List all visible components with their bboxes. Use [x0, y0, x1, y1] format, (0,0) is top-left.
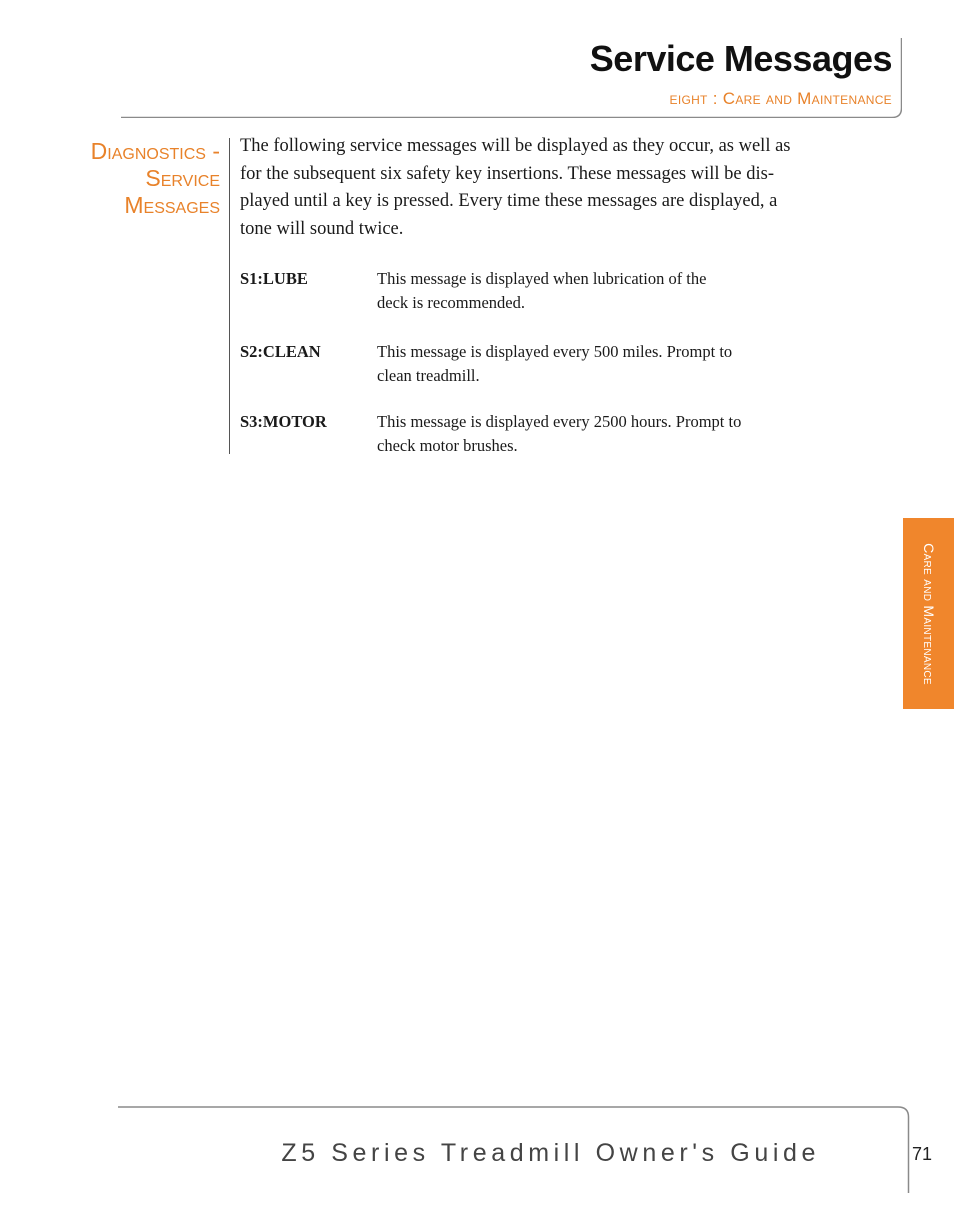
message-description-line: check motor brushes. — [377, 436, 518, 455]
message-description-line: This message is displayed when lubrication of the — [377, 269, 707, 288]
footer-guide-title: Z5 Series Treadmill Owner's Guide — [281, 1139, 820, 1167]
message-description-line: deck is recommended. — [377, 293, 525, 312]
intro-line: for the subsequent six safety key insertions. These messages will be dis- — [240, 163, 774, 184]
section-heading — [40, 138, 220, 219]
intro-line: tone will sound twice. — [240, 218, 404, 239]
section-heading-line: Service — [145, 165, 220, 191]
section-heading-line: Messages — [124, 192, 220, 218]
message-code: S1:LUBE — [240, 269, 308, 288]
message-code: S3:MOTOR — [240, 412, 327, 431]
intro-paragraph — [240, 133, 870, 243]
page-title: Service Messages — [589, 38, 892, 79]
intro-line: played until a key is pressed. Every time these messages are displayed, a — [240, 191, 778, 211]
message-description-line: This message is displayed every 2500 hours. Prompt to — [377, 412, 742, 431]
message-code: S2:CLEAN — [240, 342, 321, 361]
chapter-side-tab-label: Care and Maintenance — [920, 542, 937, 685]
intro-line: The following service messages will be displayed as they occur, as well as — [240, 136, 791, 156]
message-description — [377, 267, 817, 315]
chapter-label: eight : Care and Maintenance — [669, 89, 892, 108]
section-heading-line: Diagnostics - — [90, 138, 220, 164]
message-description-line: This message is displayed every 500 miles. Prompt to — [377, 342, 733, 361]
message-description-line: clean treadmill. — [377, 366, 480, 385]
message-description — [377, 340, 817, 388]
chapter-side-tab — [903, 518, 954, 709]
vertical-divider — [229, 138, 230, 454]
page-number: 71 — [912, 1144, 933, 1164]
message-description — [377, 410, 817, 458]
